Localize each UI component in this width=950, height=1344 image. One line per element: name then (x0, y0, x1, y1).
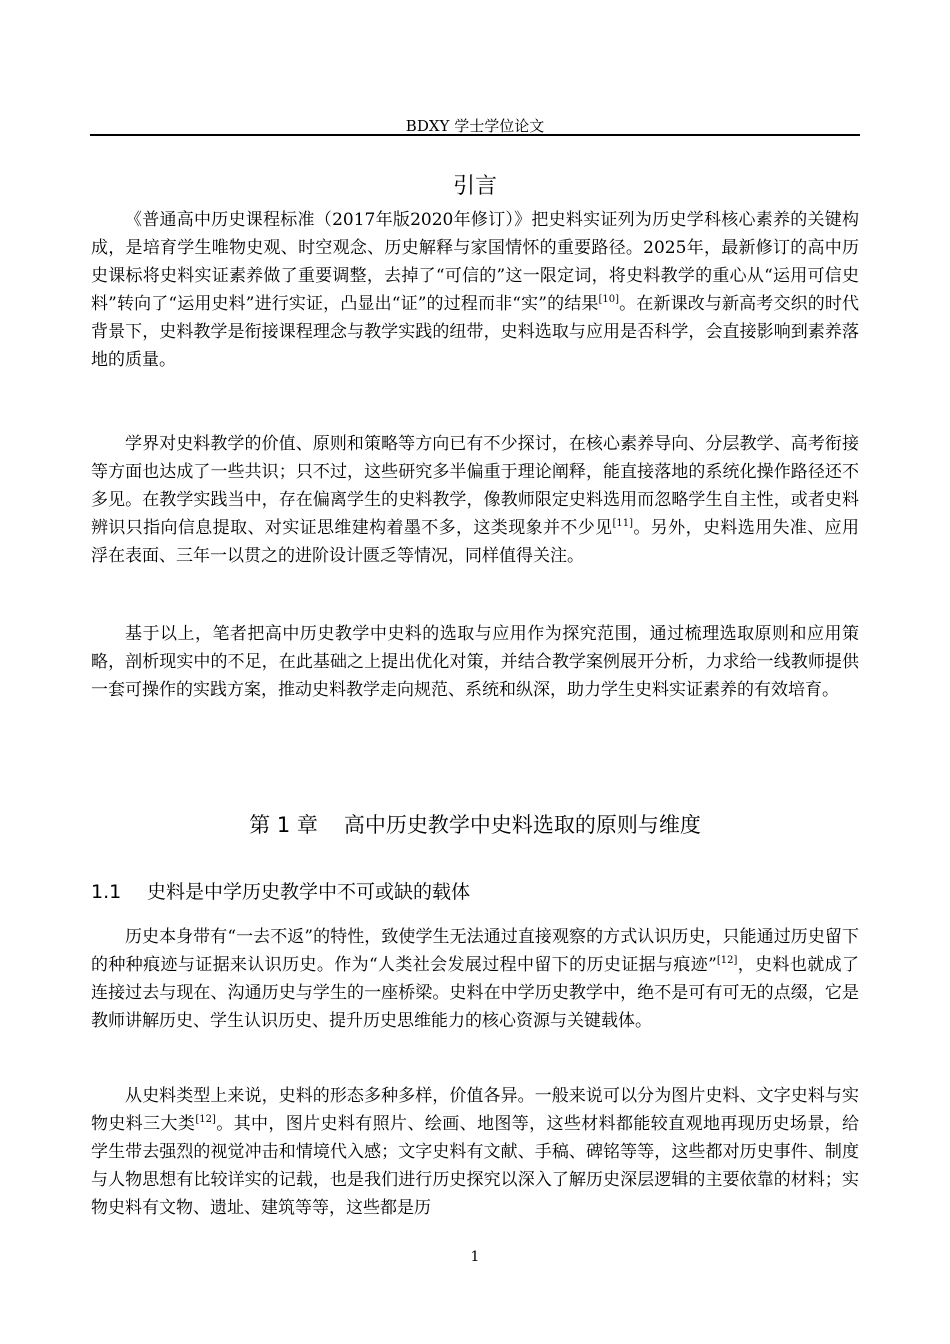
intro-paragraph-2 (91, 430, 859, 570)
paragraph-text: 。在新课改与新高考交织的时代背景下，史料教学是衔接课程理念与教学实践的纽带，史料选取与应用是否科学，会直接影响到素养落地的质量。 (91, 294, 860, 370)
header-rule (90, 134, 860, 136)
section-title: 史料是中学历史教学中不可或缺的载体 (147, 881, 471, 903)
intro-paragraph-1 (91, 206, 859, 374)
section-paragraph-2 (91, 1082, 859, 1222)
page-number: 1 (470, 1249, 480, 1265)
citation-ref: [10] (598, 294, 620, 305)
chapter-number: 第 1 章 (249, 813, 318, 837)
citation-ref: [11] (612, 518, 634, 529)
paragraph-text: ，史料也就成了连接过去与现在、沟通历史与学生的一座桥梁。史料在中学历史教学中，绝不是可有可无的点缀，它是教师讲解历史、学生认识历史、提升历史思维能力的核心资源与关键载体。 (91, 955, 859, 1031)
paragraph-text: 。另外，史料选用失准、应用浮在表面、三年一以贯之的进阶设计匮乏等情况，同样值得关注。 (91, 518, 860, 566)
intro-title: 引言 (452, 174, 497, 199)
section-paragraph-1 (91, 923, 859, 1035)
section-heading (91, 878, 470, 906)
citation-ref: [12] (195, 1114, 216, 1125)
paragraph-text: 学界对史料教学的价值、原则和策略等方向已有不少探讨，在核心素养导向、分层教学、高考衔接等方面也达成了一些共识；只不过，这些研究多半偏重于理论阐释，能直接落地的系统化操作路径还不多见。在教学实践当中，存在偏离学生的史料教学，像教师限定史料选用而忽略学生自主性，或者史料辨识只指向信息提取、对实证思维建构着墨不多，这类现象并不少见 (91, 434, 859, 538)
paragraph-text: 历史本身带有“一去不返”的特性，致使学生无法通过直接观察的方式认识历史，只能通过历史留下的种种痕迹与证据来认识历史。作为“人类社会发展过程中留下的历史证据与痕迹” (91, 927, 859, 975)
running-header: BDXY 学士学位论文 (405, 117, 545, 135)
paragraph-text: 。其中，图片史料有照片、绘画、地图等，这些材料都能较直观地再现历史场景，给学生带去强烈的视觉冲击和情境代入感；文字史料有文献、手稿、碑铭等等，这些都对历史事件、制度与人物思想有比较详实的记载，也是我们进行历史探究以深入了解历史深层逻辑的主要依靠的材料；实物史料有文物、遗址、建筑等等，这些都是历 (91, 1114, 860, 1218)
citation-ref: [12] (716, 955, 738, 966)
intro-paragraph-3: 基于以上，笔者把高中历史教学中史料的选取与应用作为探究范围，通过梳理选取原则和应用策略，剖析现实中的不足，在此基础之上提出优化对策，并结合教学案例展开分析，力求给一线教师提供一套可操作的实践方案，推动史料教学走向规范、系统和纵深，助力学生史料实证素养的有效培育。 (91, 624, 859, 700)
paragraph-text: 《普通高中历史课程标准（2017年版2020年修订）》把史料实证列为历史学科核心素养的关键构成，是培育学生唯物史观、时空观念、历史解释与家国情怀的重要路径。2025年，最新修订的高中历史课标将史料实证素养做了重要调整，去掉了“可信的”这一限定词，将史料教学的重心从“运用可信史料”转向了“运用史料”进行实证，凸显出“证”的过程而非“实”的结果 (91, 210, 859, 314)
paragraph-text: 从史料类型上来说，史料的形态多种多样，价值各异。一般来说可以分为图片史料、文字史料与实物史料三大类 (91, 1086, 859, 1134)
chapter-heading (90, 810, 860, 840)
section-number: 1.1 (91, 881, 122, 903)
chapter-title: 高中历史教学中史料选取的原则与维度 (343, 813, 701, 837)
